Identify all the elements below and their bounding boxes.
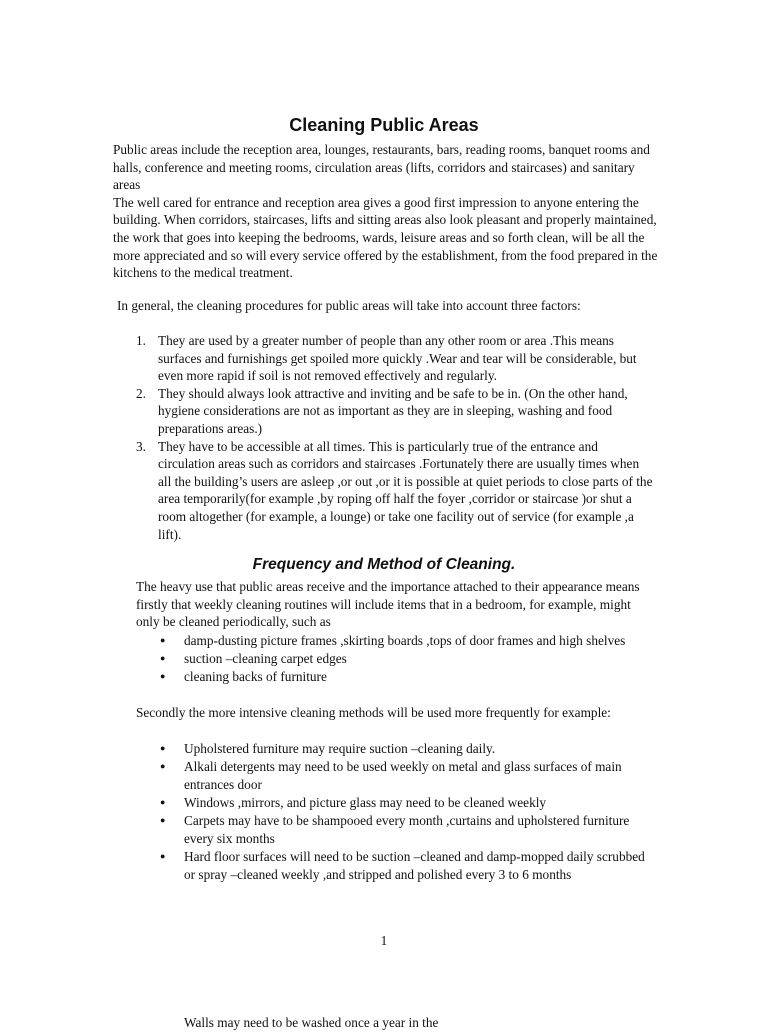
factors-intro: In general, the cleaning procedures for public areas will take into account three factors:: [117, 298, 581, 313]
list-item-text: They are used by a greater number of people than any other room or area .This means surfaces and furnishings get spoiled more quickly .Wear and tear will be considerable, but even more rapid if soil is not removed effectively and regularly.: [158, 333, 637, 384]
list-item-number: 1.: [136, 333, 146, 348]
list-item: ● Alkali detergents may need to be used weekly on metal and glass surfaces of main entrances door: [136, 758, 656, 793]
list-item: [114, 332, 654, 385]
second-paragraph-text: The well cared for entrance and reception area gives a good first impression to anyone entering the building. When corridors, staircases, lifts and sitting areas also look pleasant and properly maintained, the work that goes into keeping the bedrooms, wards, leisure areas and so forth clean, will be all the more appreciated and so will every service offered by the establishment, from the food prepared in the kitchens to the medical treatment.: [113, 194, 658, 281]
list-item: ● Hard floor surfaces will need to be suction –cleaned and damp-mopped daily scrubbed or spray –cleaned weekly ,and stripped and polished every 3 to 6 months: [136, 848, 656, 883]
list-item-number: 2.: [136, 385, 146, 401]
page-number: 1: [380, 933, 388, 948]
list-item-number: 3.: [136, 438, 146, 454]
intro-text: Public areas include the reception area, lounges, restaurants, bars, reading rooms, banquet rooms and halls, conference and meeting rooms, circulation areas (lifts, corridors and staircases) and sanitary areas: [113, 142, 650, 193]
list-item: ● Carpets may have to be shampooed every month ,curtains and upholstered furniture every six months: [136, 812, 656, 847]
weekly-items-list: [136, 632, 656, 687]
page-title: Cleaning Public Areas: [289, 115, 479, 135]
list-item: ● suction –cleaning carpet edges: [136, 650, 656, 668]
intro-paragraph: [113, 141, 658, 282]
list-item: [114, 385, 654, 438]
list-item: ● cleaning backs of furniture: [136, 668, 656, 686]
list-item: ● damp-dusting picture frames ,skirting boards ,tops of door frames and high shelves: [136, 632, 656, 650]
intensive-items-list: [136, 740, 656, 884]
list-item-text: They have to be accessible at all times. This is particularly true of the entrance and circulation areas such as corridors and staircases .Fortunately there are usually times when all the building’s users are asleep ,or out ,or it is possible at quiet periods to close parts of the area temporarily(for example ,by roping off half the foyer ,corridor or staircase )or shut a room altogether (for example, a lounge) or take one facility out of service (for example ,a lift).: [158, 438, 653, 542]
section-heading: Frequency and Method of Cleaning.: [252, 556, 516, 573]
list-item: ● Upholstered furniture may require suction –cleaning daily.: [136, 740, 656, 758]
list-item: ● Windows ,mirrors, and picture glass may need to be cleaned weekly: [136, 794, 656, 812]
factors-list: [114, 332, 654, 543]
frequency-paragraph: The heavy use that public areas receive and the importance attached to their appearance means firstly that weekly cleaning routines will include items that in a bedroom, for example, might only be cleaned periodically, such as: [136, 579, 640, 630]
list-item-text: They should always look attractive and inviting and be safe to be in. (On the other hand, hygiene considerations are not as important as they are in sleeping, washing and food preparations areas.): [158, 385, 628, 436]
intensive-paragraph: Secondly the more intensive cleaning methods will be used more frequently for example:: [136, 705, 611, 720]
next-page-fragment: Walls may need to be washed once a year in the: [184, 1015, 439, 1030]
list-item: [114, 438, 654, 544]
